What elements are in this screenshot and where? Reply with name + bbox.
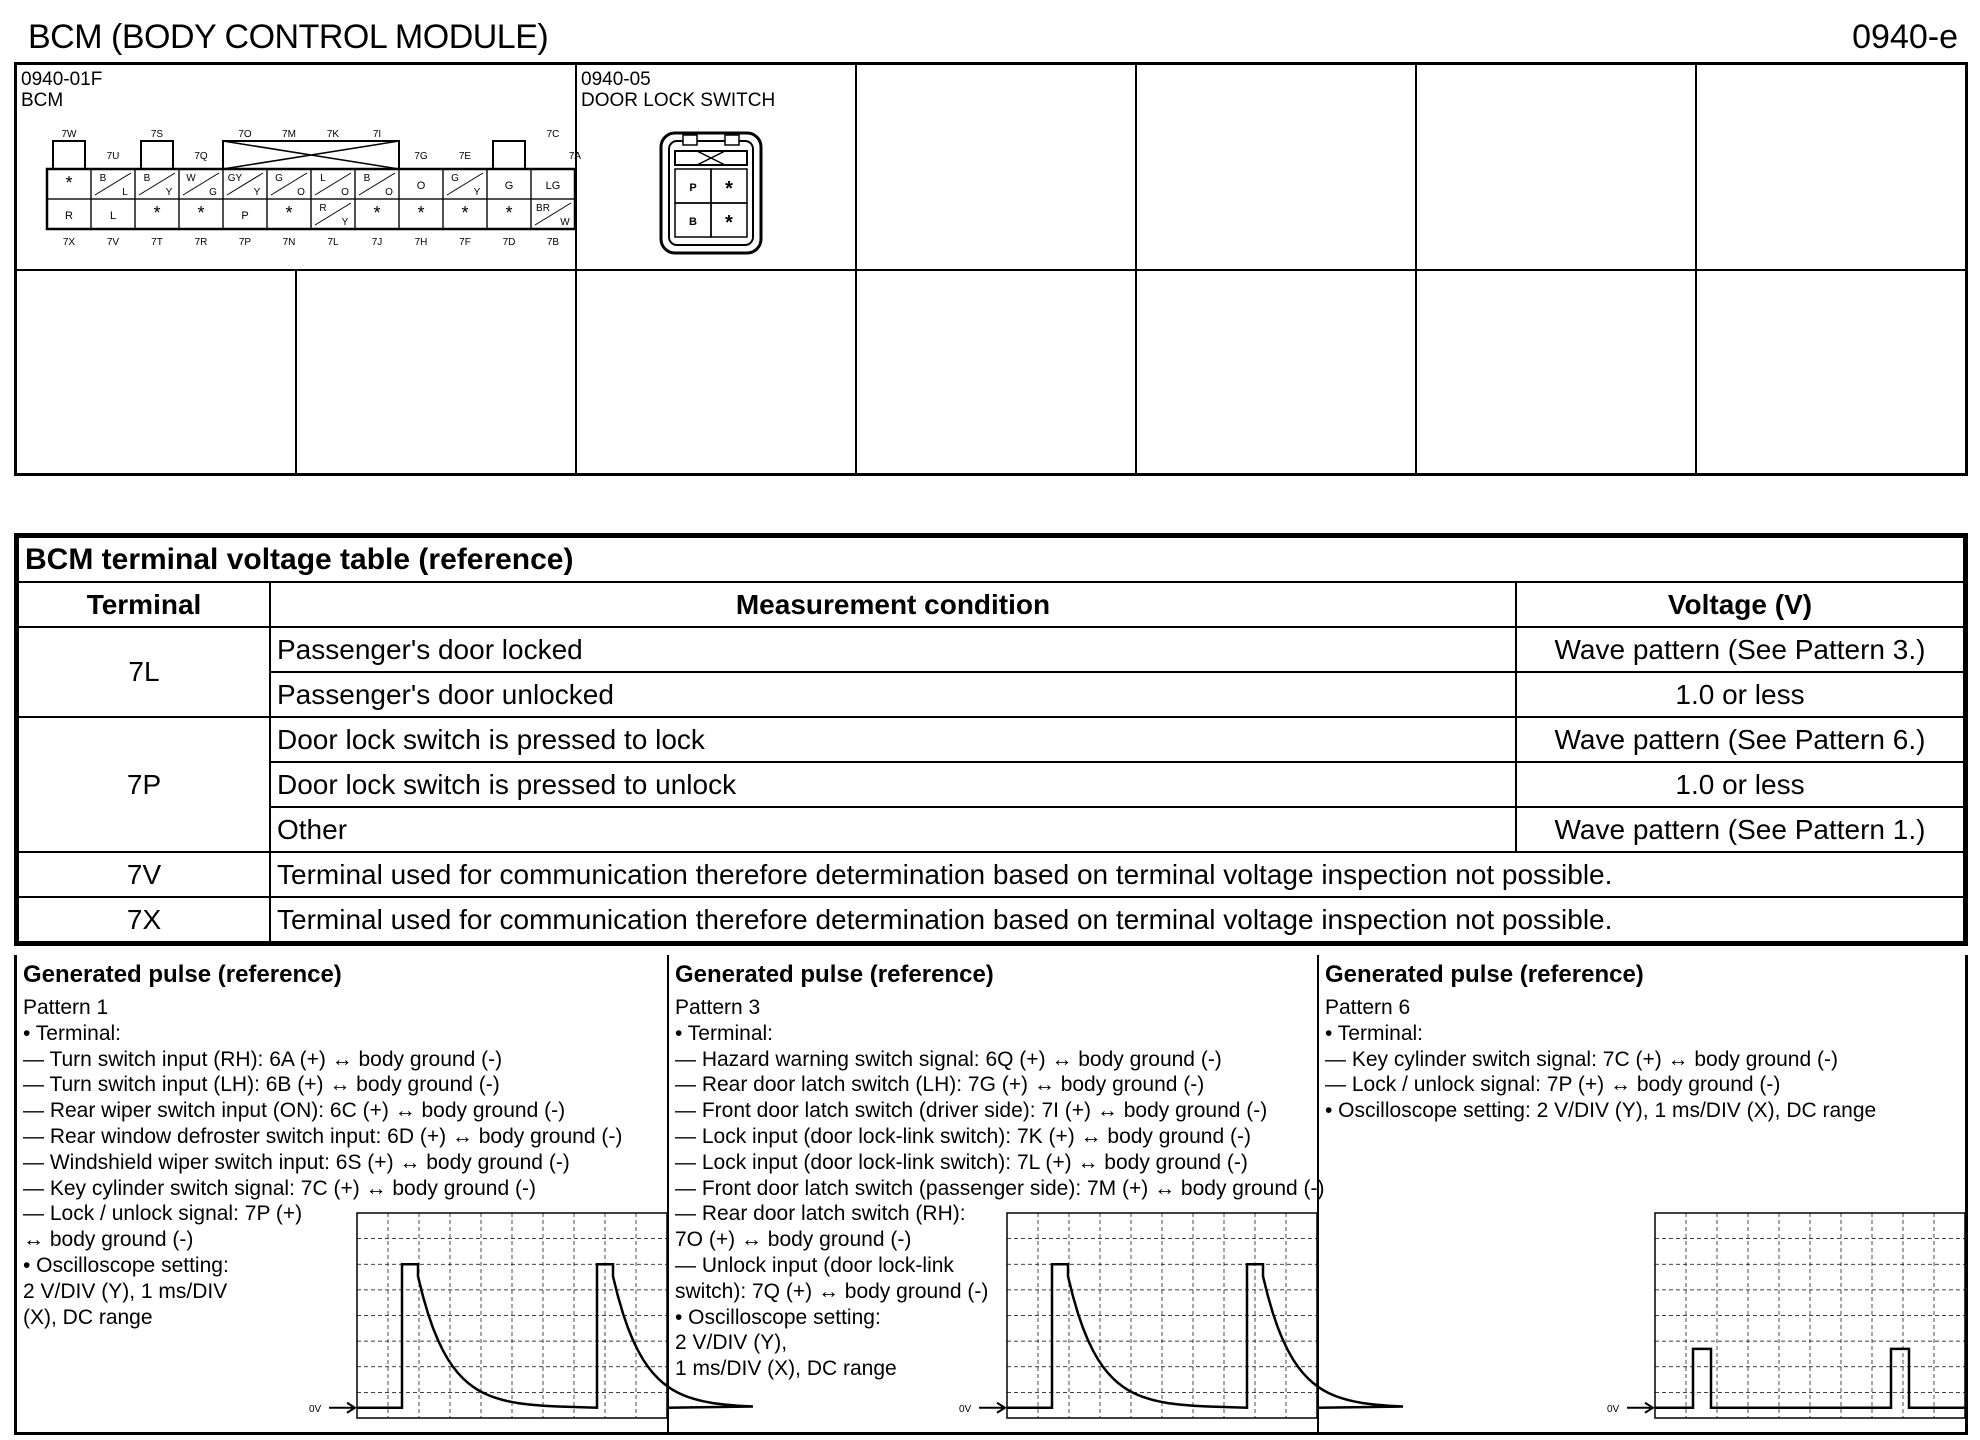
condition-cell: Terminal used for communication therefore determination based on terminal voltage inspection not possible. <box>270 852 1964 897</box>
terminal-cell: 7V <box>18 852 270 897</box>
pin-color: B <box>99 173 107 184</box>
pulse-text-line: switch): 7Q (+) ↔ body ground (-) <box>675 1279 989 1303</box>
pin-color: R <box>319 203 327 214</box>
connector-tab <box>53 141 85 169</box>
pin-label: 7X <box>62 237 76 248</box>
pulse-text-line: — Hazard warning switch signal: 6Q (+) ↔ body ground (-) <box>675 1047 1222 1071</box>
pin-color: W <box>186 173 196 184</box>
table-row <box>18 627 1964 672</box>
connector-cell-empty <box>1417 65 1697 271</box>
connector-name: BCM <box>21 90 64 111</box>
pulse-text-line: (X), DC range <box>23 1305 153 1329</box>
oscilloscope-trace <box>1605 1213 1967 1423</box>
voltage-cell: 1.0 or less <box>1516 672 1964 717</box>
connector-tab <box>725 135 739 145</box>
pin-color: G <box>504 180 514 192</box>
pin-color: L <box>109 210 117 222</box>
connector-key-cross <box>697 151 725 165</box>
pin-color: * <box>285 203 293 223</box>
pulse-text-line: — Front door latch switch (driver side): 7I (+) ↔ body ground (-) <box>675 1099 1268 1123</box>
pin-label: 7O <box>238 129 252 140</box>
pin-color: Y <box>253 187 261 198</box>
pattern-label: Pattern 6 <box>1325 996 1411 1019</box>
connector-cell-bcm <box>17 65 582 271</box>
pulse-title: Generated pulse (reference) <box>675 961 994 988</box>
pulse-text-line: — Windshield wiper switch input: 6S (+) ↔ body ground (-) <box>23 1150 570 1174</box>
pulse-text-line: • Oscilloscope setting: <box>675 1305 881 1329</box>
pin-color: * <box>417 203 425 223</box>
pin-label: 7R <box>194 237 208 248</box>
pin-label: 7F <box>459 237 471 248</box>
pin-color: G <box>209 187 217 198</box>
pin-label: * <box>725 178 733 200</box>
table-row <box>18 852 1964 897</box>
pulse-text-line: — Turn switch input (LH): 6B (+) ↔ body ground (-) <box>23 1073 500 1097</box>
scope-zero-label: 0V <box>1607 1403 1620 1415</box>
pin-label: 7Q <box>194 151 208 162</box>
terminal-cell: 7X <box>18 897 270 942</box>
pin-color: * <box>153 203 161 223</box>
pulse-text-line: • Terminal: <box>23 1021 121 1045</box>
voltage-cell: Wave pattern (See Pattern 3.) <box>1516 627 1964 672</box>
connector-cell-empty <box>857 65 1137 271</box>
pin-label: 7T <box>151 237 163 248</box>
pulse-text <box>1325 995 1876 1124</box>
column-header: Terminal <box>18 582 270 627</box>
pin-color: LG <box>545 180 561 192</box>
connector-cell-empty <box>857 271 1137 473</box>
pulse-text-line: — Unlock input (door lock-link <box>675 1253 954 1277</box>
pin-color: L <box>122 187 128 198</box>
pin-label: 7E <box>458 151 472 162</box>
condition-cell: Terminal used for communication therefore determination based on terminal voltage inspection not possible. <box>270 897 1964 942</box>
pulse-text-line: 2 V/DIV (Y), <box>675 1331 788 1355</box>
pulse-text-line: — Lock / unlock signal: 7P (+) ↔ body ground (-) <box>1325 1073 1781 1097</box>
pulse-text-line: • Oscilloscope setting: <box>23 1253 229 1277</box>
pin-label: 7M <box>282 129 296 140</box>
pin-label: 7C <box>546 129 560 140</box>
pin-label: 7J <box>371 237 383 248</box>
connector-cell-door-lock-switch <box>577 65 857 271</box>
condition-cell: Other <box>270 807 1516 852</box>
pulse-text-line: 7O (+) ↔ body ground (-) <box>675 1228 912 1252</box>
connector-code: 0940-01F <box>21 69 103 90</box>
voltage-cell: 1.0 or less <box>1516 762 1964 807</box>
pulse-text-line: — Rear door latch switch (LH): 7G (+) ↔ body ground (-) <box>675 1073 1205 1097</box>
connector-tab <box>683 135 697 145</box>
door-lock-switch-connector-diagram <box>657 129 767 259</box>
page-code: 0940-e <box>1852 18 1958 56</box>
pin-color: * <box>505 203 513 223</box>
condition-cell: Door lock switch is pressed to lock <box>270 717 1516 762</box>
pin-label: 7U <box>106 151 120 162</box>
terminal-voltage-table <box>14 533 1968 946</box>
table-title: BCM terminal voltage table (reference) <box>18 537 1964 582</box>
pin-label: 7K <box>326 129 340 140</box>
pin-color: O <box>416 180 426 192</box>
scope-zero-arrow <box>1627 1403 1653 1413</box>
connector-tab <box>493 141 525 169</box>
pin-label: 7D <box>502 237 516 248</box>
pin-color: * <box>461 203 469 223</box>
connector-cell-empty <box>1697 271 1968 473</box>
pulse-text-line: — Lock / unlock signal: 7P (+) <box>23 1202 303 1226</box>
oscilloscope-trace <box>957 1213 1319 1423</box>
voltage-cell: Wave pattern (See Pattern 6.) <box>1516 717 1964 762</box>
pulse-panel-pattern-6 <box>1319 955 1968 1432</box>
pin-color: Y <box>473 187 481 198</box>
connector-tab <box>141 141 173 169</box>
pin-label: 7L <box>327 237 339 248</box>
pin-color: B <box>363 173 371 184</box>
pin-label: * <box>725 212 733 234</box>
pulse-title: Generated pulse (reference) <box>23 961 342 988</box>
pulse-text-line: — Key cylinder switch signal: 7C (+) ↔ body ground (-) <box>23 1176 536 1200</box>
pin-label: 7G <box>414 151 428 162</box>
bcm-connector-diagram <box>27 129 582 261</box>
pin-color: * <box>197 203 205 223</box>
pin-color: BR <box>536 203 550 214</box>
connector-key-cross <box>223 141 399 169</box>
pin-color: O <box>297 187 305 198</box>
condition-cell: Door lock switch is pressed to unlock <box>270 762 1516 807</box>
pulse-text-line: — Rear door latch switch (RH): <box>675 1202 966 1226</box>
pulse-text-line: — Front door latch switch (passenger side): 7M (+) ↔ body ground (-) <box>675 1176 1325 1200</box>
pulse-text-line: 2 V/DIV (Y), 1 ms/DIV <box>23 1279 228 1303</box>
pin-label: 7N <box>282 237 296 248</box>
pin-label: B <box>689 216 697 228</box>
scope-zero-label: 0V <box>959 1403 972 1415</box>
pin-color: GY <box>227 173 243 184</box>
table-row <box>18 762 1964 807</box>
pin-label: 7A <box>568 151 582 162</box>
connector-cell-empty <box>297 271 577 473</box>
connector-cell-empty <box>577 271 857 473</box>
table-row <box>18 672 1964 717</box>
pin-label: 7H <box>414 237 428 248</box>
pulse-text-line: — Lock input (door lock-link switch): 7L (+) ↔ body ground (-) <box>675 1150 1248 1174</box>
pin-color: O <box>341 187 349 198</box>
pulse-panel-pattern-1 <box>17 955 669 1432</box>
voltage-cell: Wave pattern (See Pattern 1.) <box>1516 807 1964 852</box>
generated-pulse-panels <box>14 955 1968 1435</box>
condition-cell: Passenger's door locked <box>270 627 1516 672</box>
pulse-panel-pattern-3 <box>669 955 1325 1432</box>
oscilloscope-trace <box>307 1213 669 1423</box>
pulse-text-line: — Lock input (door lock-link switch): 7K (+) ↔ body ground (-) <box>675 1124 1251 1148</box>
terminal-cell: 7L <box>18 627 270 717</box>
page-title: BCM (BODY CONTROL MODULE) <box>28 18 549 56</box>
pin-label: P <box>689 182 697 194</box>
connector-cell-empty <box>1417 271 1697 473</box>
pin-color: O <box>385 187 393 198</box>
pin-color: P <box>241 210 249 222</box>
pin-color: * <box>373 203 381 223</box>
connector-cell-empty <box>17 271 297 473</box>
pulse-text-line: • Terminal: <box>675 1021 773 1045</box>
pulse-text-line: — Rear wiper switch input (ON): 6C (+) ↔ body ground (-) <box>23 1099 566 1123</box>
pin-color: B <box>143 173 151 184</box>
pin-label: 7B <box>546 237 560 248</box>
pattern-label: Pattern 1 <box>23 996 109 1019</box>
pin-label: 7W <box>61 129 77 140</box>
pin-color: R <box>65 210 73 222</box>
pin-color: Y <box>165 187 173 198</box>
scope-zero-arrow <box>979 1403 1005 1413</box>
pulse-text-line: • Oscilloscope setting: 2 V/DIV (Y), 1 ms/DIV (X), DC range <box>1325 1099 1877 1123</box>
pulse-text-line: — Key cylinder switch signal: 7C (+) ↔ body ground (-) <box>1325 1047 1838 1071</box>
pulse-text-line: — Turn switch input (RH): 6A (+) ↔ body ground (-) <box>23 1047 503 1071</box>
scope-zero-arrow <box>329 1403 355 1413</box>
connector-cell-empty <box>1137 271 1417 473</box>
terminal-cell: 7P <box>18 717 270 852</box>
pulse-text-line: — Rear window defroster switch input: 6D (+) ↔ body ground (-) <box>23 1124 623 1148</box>
pin-color: L <box>320 173 326 184</box>
connector-cell-empty <box>1137 65 1417 271</box>
connector-cell-empty <box>1697 65 1968 271</box>
pin-label: 7P <box>238 237 252 248</box>
pulse-text-line: • Terminal: <box>1325 1021 1423 1045</box>
pin-label: 7I <box>372 129 382 140</box>
connector-grid <box>14 62 1968 476</box>
pin-color: Y <box>341 217 349 228</box>
pattern-label: Pattern 3 <box>675 996 761 1019</box>
connector-code: 0940-05 <box>581 69 651 90</box>
pin-label: 7V <box>106 237 120 248</box>
table-row <box>18 717 1964 762</box>
connector-name: DOOR LOCK SWITCH <box>581 90 776 111</box>
column-header: Voltage (V) <box>1516 582 1964 627</box>
pin-color: * <box>65 173 73 193</box>
condition-cell: Passenger's door unlocked <box>270 672 1516 717</box>
table-row <box>18 807 1964 852</box>
pin-color: G <box>451 173 459 184</box>
table-row <box>18 897 1964 942</box>
scope-zero-label: 0V <box>309 1403 322 1415</box>
pin-label: 7S <box>150 129 164 140</box>
pulse-title: Generated pulse (reference) <box>1325 961 1644 988</box>
pulse-text-line: 1 ms/DIV (X), DC range <box>675 1357 897 1381</box>
column-header: Measurement condition <box>270 582 1516 627</box>
pulse-text-line: ↔ body ground (-) <box>23 1228 194 1252</box>
pin-color: W <box>560 217 570 228</box>
pin-color: G <box>275 173 283 184</box>
